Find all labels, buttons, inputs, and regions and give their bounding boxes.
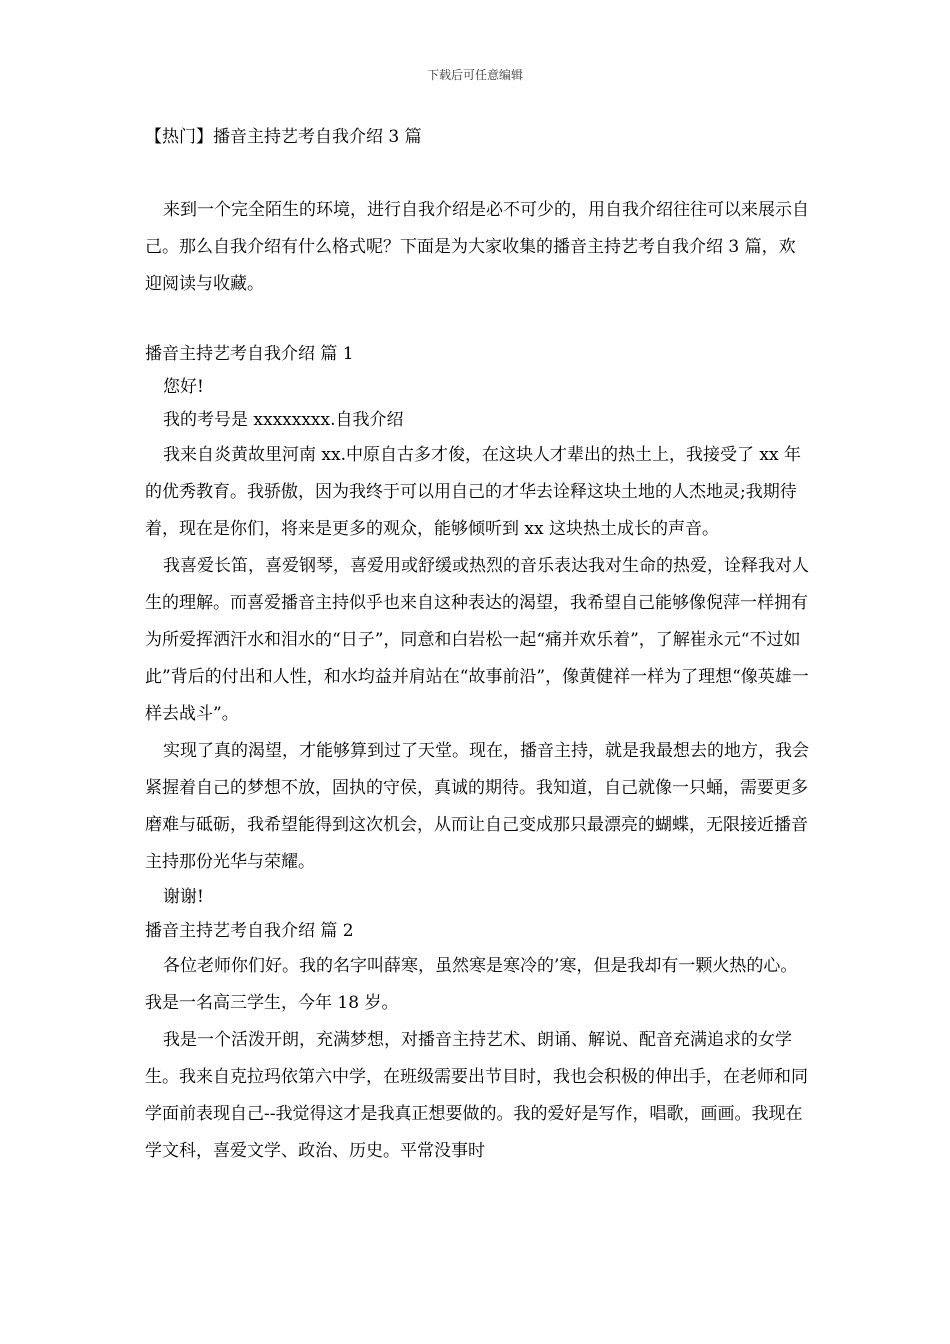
section-2-paragraph-1: 各位老师你们好。我的名字叫薛寒，虽然寒是寒冷的’寒，但是我却有一颗火热的心。我是一名高三学生，今年 18 岁。 [145, 956, 798, 1013]
intro-paragraph: 来到一个完全陌生的环境，进行自我介绍是必不可少的，用自我介绍往往可以来展示自己。那么自我介绍有什么格式呢？下面是为大家收集的播音主持艺考自我介绍 3 篇，欢迎阅读与收藏。 [145, 200, 809, 294]
section-1-thanks: 谢谢! [163, 887, 204, 907]
section-1-heading: 播音主持艺考自我介绍 篇 1 [145, 344, 354, 364]
section-1-paragraph-2: 我喜爱长笛，喜爱钢琴，喜爱用或舒缓或热烈的音乐表达我对生命的热爱，诠释我对人生的理解。而喜爱播音主持似乎也来自这种表达的渴望，我希望自己能够像倪萍一样拥有为所爱挥洒汗水和泪水的“日子”，同意和白岩松一起“痛并欢乐着”，了解崔永元“不过如此”背后的付出和人性，和水均益并肩站在“故事前沿”，像黄健祥一样为了理想“像英雄一样去战斗”。 [145, 556, 809, 724]
section-1-greeting: 您好! [163, 377, 204, 397]
section-1-paragraph-3: 实现了真的渴望，才能够算到过了天堂。现在，播音主持，就是我最想去的地方，我会紧握着自己的梦想不放，固执的守侯，真诚的期待。我知道，自己就像一只蛹，需要更多磨难与砥砺，我希望能得到这次机会，从而让自己变成那只最漂亮的蝴蝶，无限接近播音主持那份光华与荣耀。 [145, 741, 809, 872]
section-2-paragraph-2: 我是一个活泼开朗，充满梦想，对播音主持艺术、朗诵、解说、配音充满追求的女学生。我来自克拉玛依第六中学，在班级需要出节目时，我也会积极的伸出手，在老师和同学面前表现自己--我觉得这才是我真正想要做的。我的爱好是写作，唱歌，画画。我现在学文科，喜爱文学、政治、历史。平常没事时 [145, 1030, 808, 1161]
document-body [145, 124, 809, 1170]
section-2-heading: 播音主持艺考自我介绍 篇 2 [145, 921, 354, 941]
section-1-paragraph-1: 我来自炎黄故里河南 xx.中原自古多才俊，在这块人才辈出的热土上，我接受了 xx 年的优秀教育。我骄傲，因为我终于可以用自己的才华去诠释这块土地的人杰地灵;我期待着，现在是你们，将来是更多的观众，能够倾听到 xx 这块热土成长的声音。 [145, 445, 801, 539]
document-title: 【热门】播音主持艺考自我介绍 3 篇 [145, 127, 422, 147]
page-header: 下载后可任意编辑 [426, 68, 523, 82]
section-1-number-line: 我的考号是 xxxxxxxx.自我介绍 [163, 410, 404, 430]
